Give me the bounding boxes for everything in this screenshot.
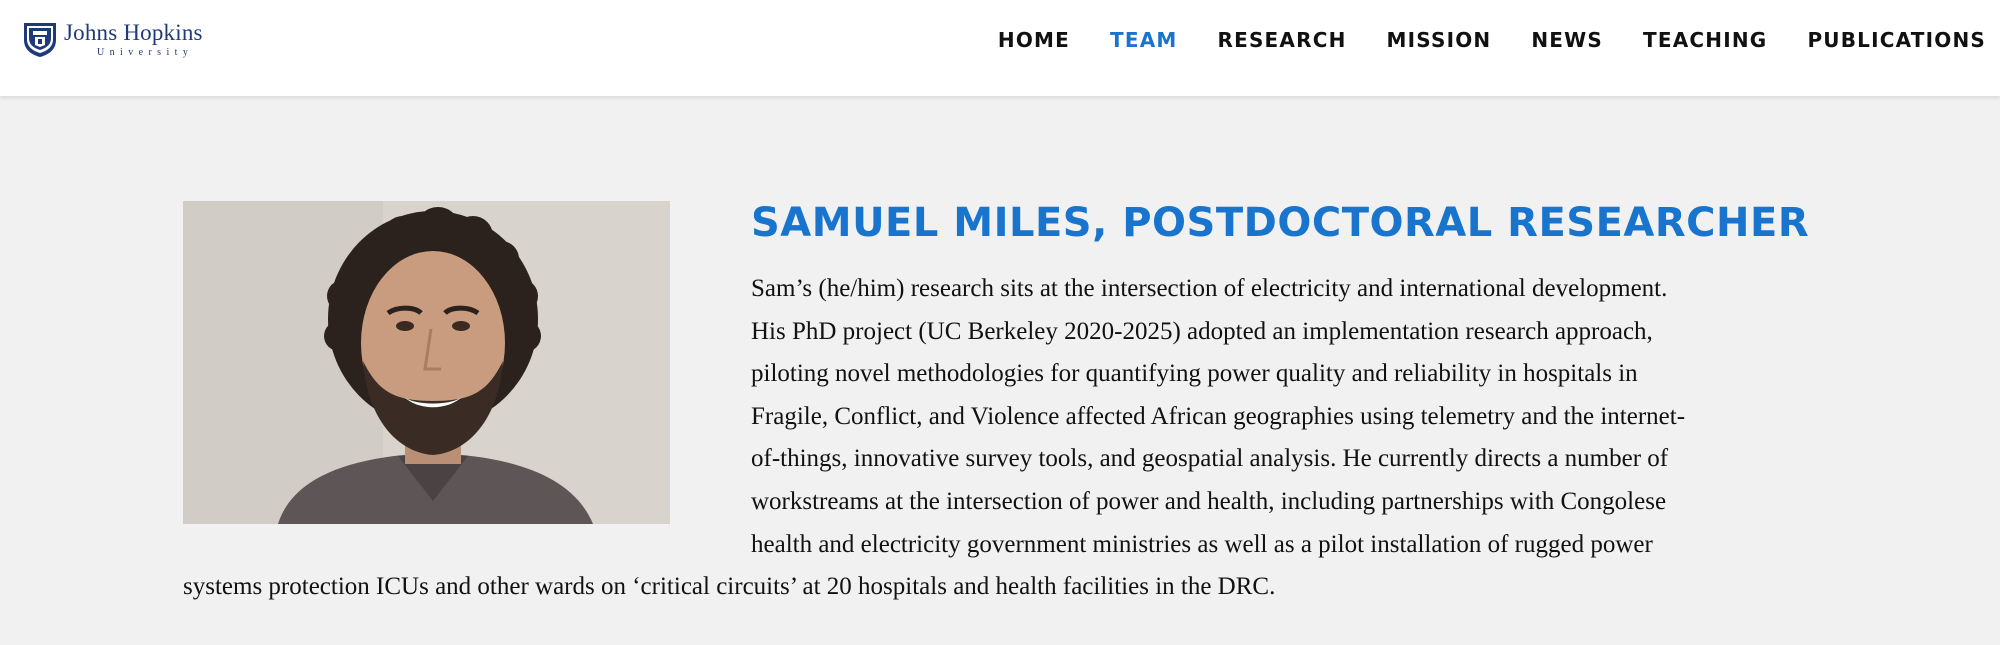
logo-wordmark: Johns Hopkins — [64, 20, 203, 45]
bio-line: workstreams at the intersection of power and health, including partnerships with Congolese — [751, 487, 1667, 515]
nav-mission[interactable]: MISSION — [1386, 28, 1492, 52]
nav-team[interactable]: TEAM — [1109, 28, 1178, 52]
bio-line: Sam’s (he/him) research sits at the intersection of electricity and international development. — [751, 275, 1668, 302]
bio-line: Fragile, Conflict, and Violence affected African geographies using telemetry and the internet- — [751, 402, 1686, 430]
profile-title: SAMUEL MILES, POSTDOCTORAL RESEARCHER — [751, 200, 1810, 246]
bio-line: piloting novel methodologies for quantifying power quality and reliability in hospitals in — [751, 360, 1638, 388]
nav-publications[interactable]: PUBLICATIONS — [1807, 28, 1986, 52]
jhu-logo-link[interactable] — [22, 20, 222, 60]
bio-line: of-things, innovative survey tools, and geospatial analysis. He currently directs a number of — [751, 445, 1669, 473]
bio-line: His PhD project (UC Berkeley 2020-2025) adopted an implementation research approach, — [751, 317, 1653, 345]
nav-news[interactable]: NEWS — [1531, 28, 1604, 52]
nav-teaching[interactable]: TEACHING — [1643, 28, 1768, 52]
bio-line: health and electricity government ministries as well as a pilot installation of rugged power — [751, 530, 1653, 558]
nav-research[interactable]: RESEARCH — [1217, 28, 1347, 52]
profile-bio — [183, 268, 1823, 609]
nav-home[interactable]: HOME — [997, 28, 1070, 52]
logo-subtitle: University — [97, 47, 194, 58]
bio-line: systems protection ICUs and other wards on ‘critical circuits’ at 20 hospitals and health facilities in the DRC. — [183, 573, 1276, 601]
profile-section — [0, 96, 2000, 645]
university-shield-icon — [22, 20, 58, 58]
main-nav — [958, 26, 1986, 54]
site-header — [0, 0, 2000, 96]
